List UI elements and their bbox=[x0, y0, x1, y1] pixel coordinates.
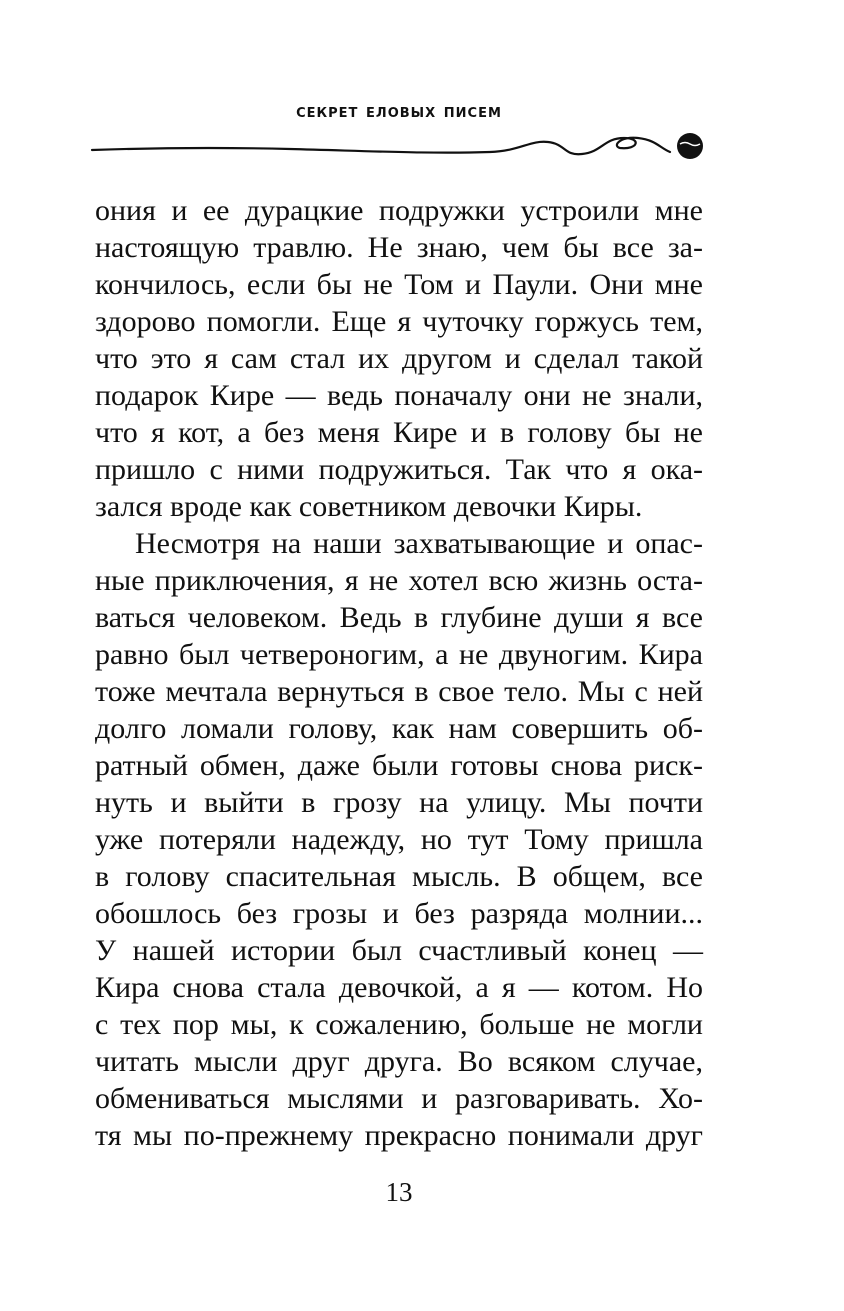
text-line: ония и ее дурацкие подружки устроили мне bbox=[95, 194, 703, 227]
text-line: зался вроде как советником девочки Киры. bbox=[95, 490, 643, 523]
text-line: тя мы по-прежнему прекрасно понимали друг bbox=[95, 1119, 703, 1152]
text-line: ные приключения, я не хотел всю жизнь оста- bbox=[95, 564, 703, 597]
body-text bbox=[95, 192, 703, 1154]
text-line: равно был четвероногим, а не двуногим. Кира bbox=[95, 638, 703, 671]
text-line: ваться человеком. Ведь в глубине души я все bbox=[95, 601, 703, 634]
text-line: долго ломали голову, как нам совершить об- bbox=[95, 712, 703, 745]
text-line: уже потеряли надежду, но тут Тому пришла bbox=[95, 823, 703, 856]
text-line: настоящую травлю. Не знаю, чем бы все за- bbox=[95, 231, 703, 264]
squiggle-line-with-ball-icon bbox=[90, 118, 715, 166]
text-line: Кира снова стала девочкой, а я — котом. Но bbox=[95, 971, 703, 1004]
text-line: читать мысли друг друга. Во всяком случае, bbox=[95, 1045, 703, 1078]
text-line: обмениваться мыслями и разговаривать. Хо- bbox=[95, 1082, 703, 1115]
text-line: тоже мечтала вернуться в свое тело. Мы с ней bbox=[95, 675, 703, 708]
text-line: что я кот, а без меня Кире и в голову бы не bbox=[95, 416, 703, 449]
page-number: 13 bbox=[385, 1177, 413, 1207]
text-line: нуть и выйти в грозу на улицу. Мы почти bbox=[95, 786, 703, 819]
text-line: Несмотря на наши захватывающие и опас- bbox=[135, 527, 703, 560]
text-line: что это я сам стал их другом и сделал такой bbox=[95, 342, 703, 375]
text-line: пришло с ними подружиться. Так что я ока- bbox=[95, 453, 703, 486]
running-title: секрет еловых писем bbox=[296, 100, 502, 122]
text-line: здорово помогли. Еще я чуточку горжусь тем, bbox=[95, 305, 703, 338]
text-line: с тех пор мы, к сожалению, больше не могли bbox=[95, 1008, 703, 1041]
text-line: ратный обмен, даже были готовы снова риск- bbox=[95, 749, 703, 782]
page-header bbox=[0, 0, 844, 175]
text-line: в голову спасительная мысль. В общем, все bbox=[95, 860, 703, 893]
text-line: обошлось без грозы и без разряда молнии... bbox=[95, 897, 703, 930]
text-line: подарок Кире — ведь поначалу они не знали, bbox=[95, 379, 703, 412]
text-line: кончилось, если бы не Том и Паули. Они мне bbox=[95, 268, 703, 301]
text-line: У нашей истории был счастливый конец — bbox=[95, 934, 703, 967]
